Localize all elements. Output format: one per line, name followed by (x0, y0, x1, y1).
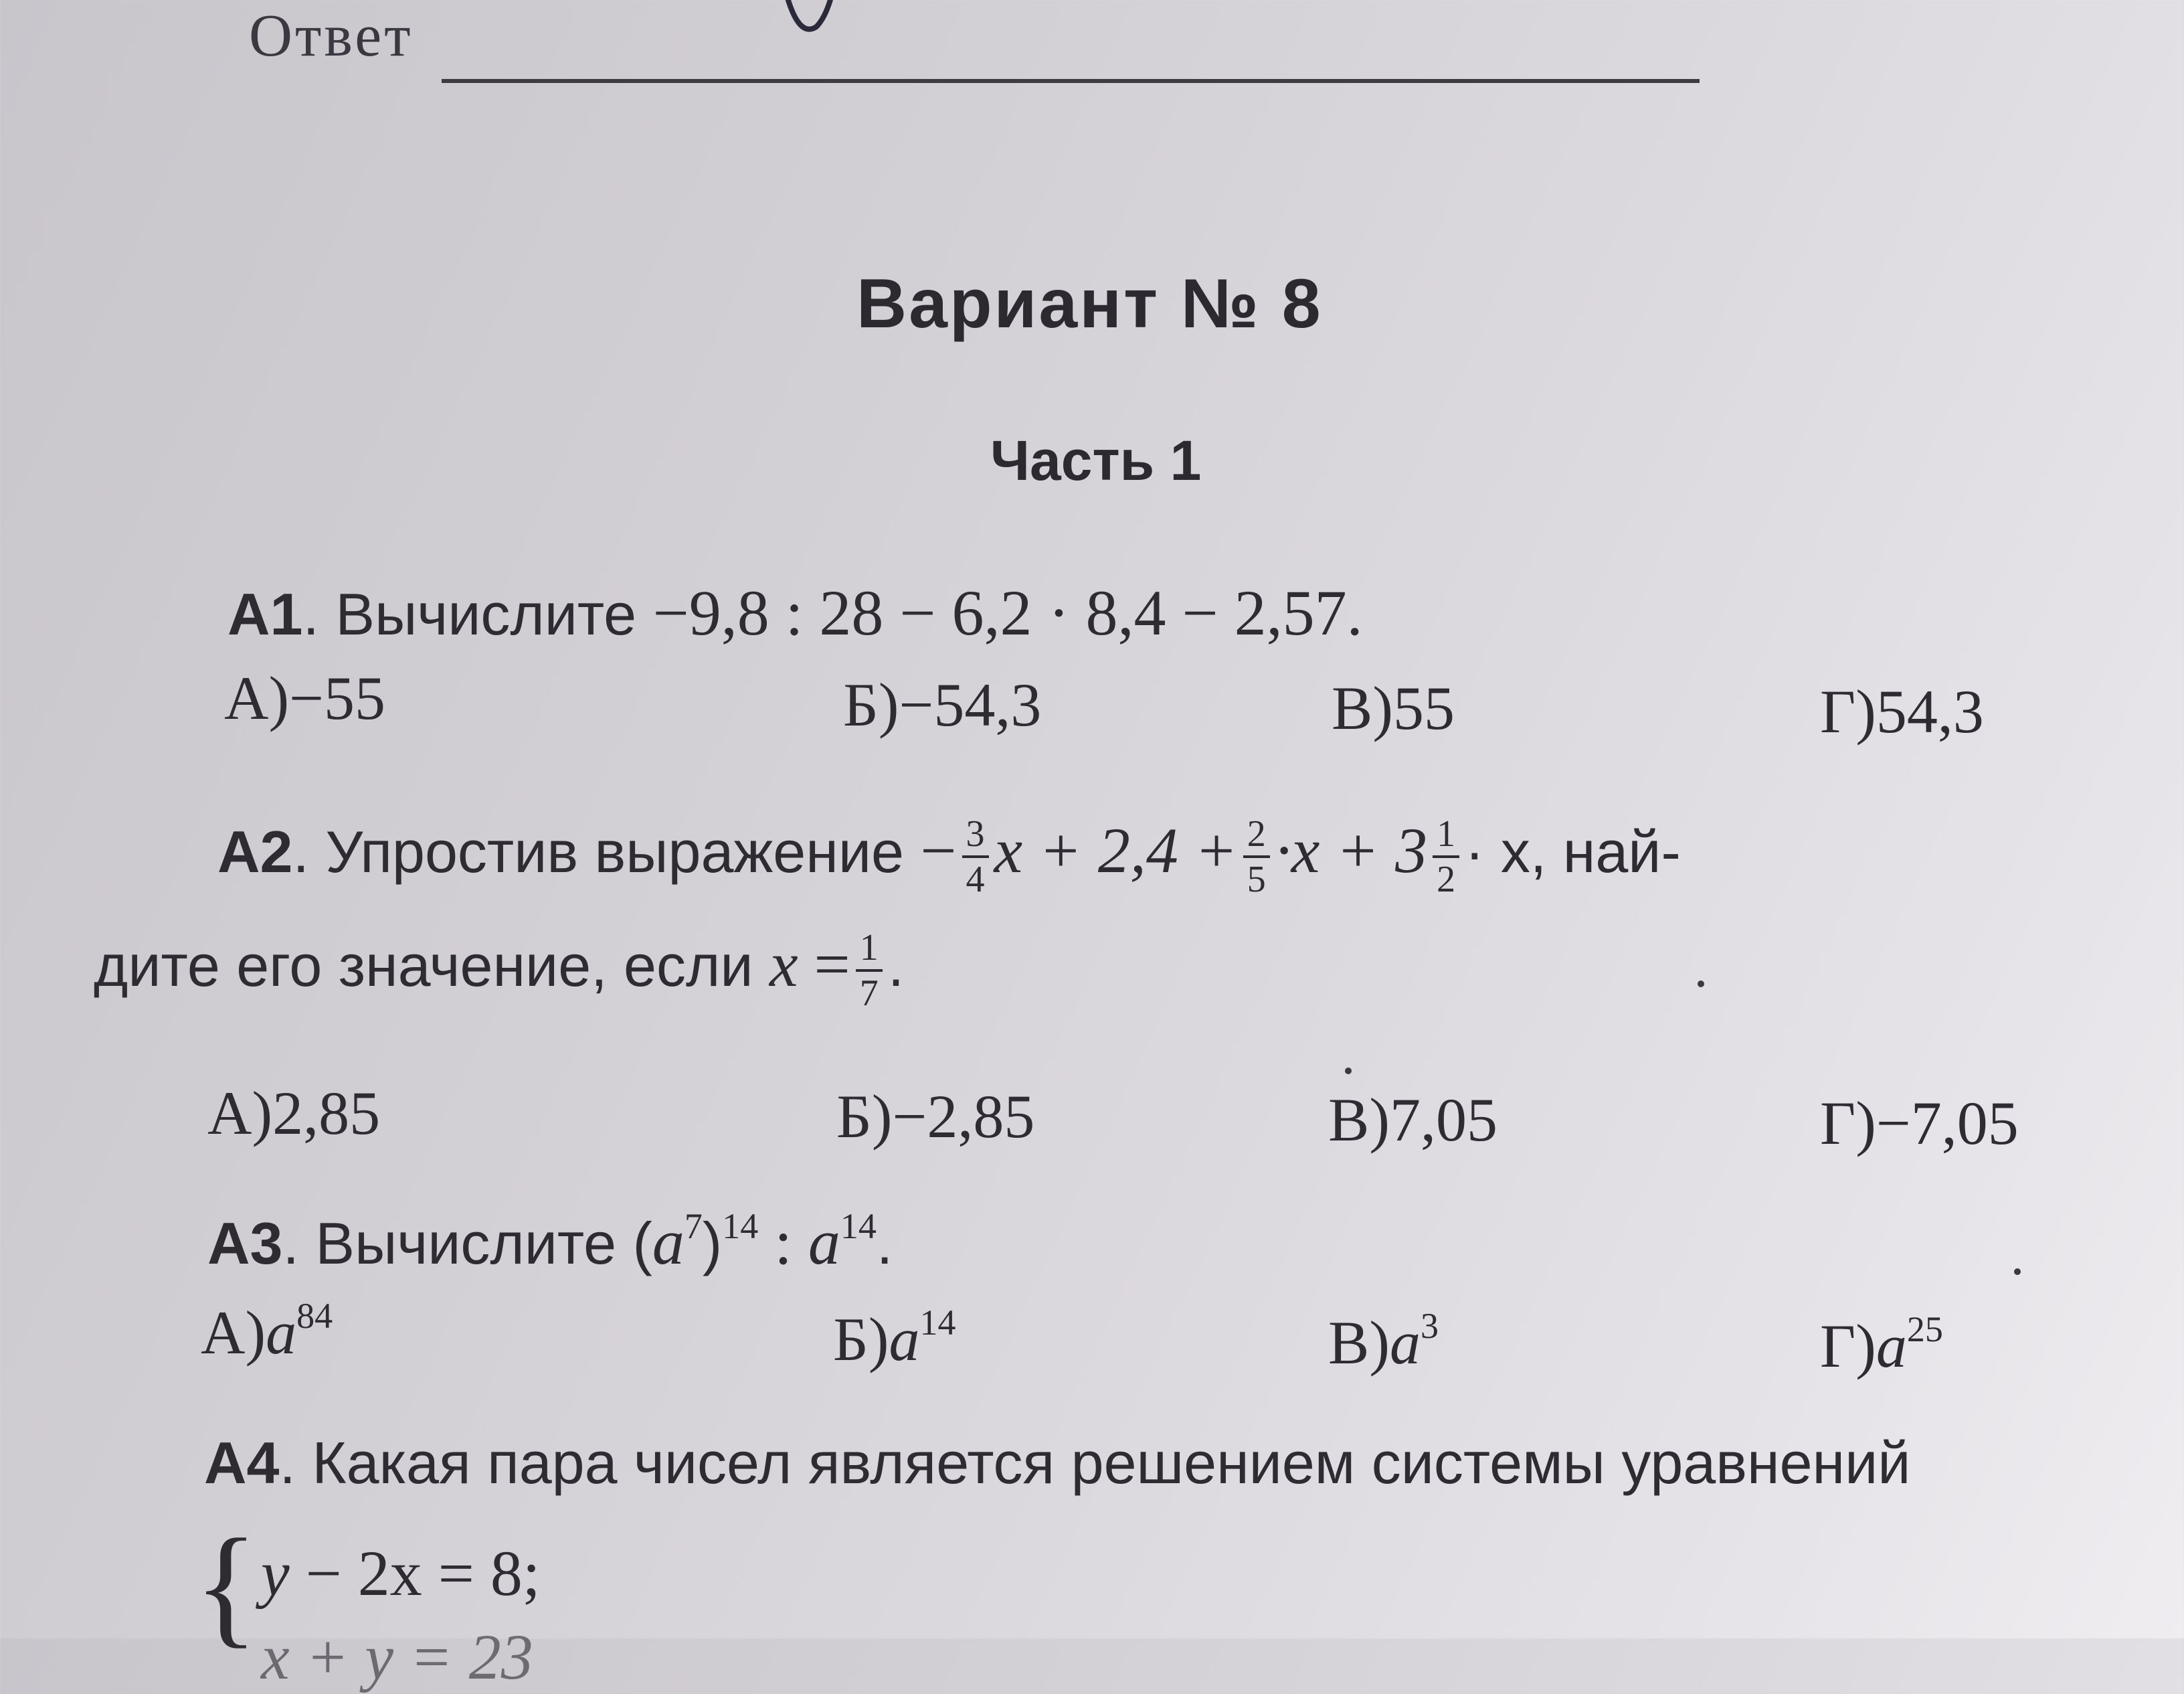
question-prompt: . Вычислите (302, 581, 653, 647)
option-letter: В) (1328, 1086, 1390, 1154)
option-value: 2,85 (272, 1079, 381, 1147)
answer-label: Ответ (249, 3, 414, 69)
option-a1-b[interactable] (843, 669, 1041, 740)
equation-rest: − 2x = 8; (289, 1537, 541, 1609)
option-base: a (1390, 1308, 1421, 1377)
option-letter: А) (207, 1079, 273, 1147)
part-title: Часть 1 (990, 429, 1202, 492)
option-letter: Б) (833, 1305, 889, 1373)
question-label: А3 (207, 1210, 283, 1276)
option-letter: Г) (1820, 1089, 1876, 1157)
option-exponent: 25 (1906, 1309, 1943, 1349)
option-value: −2,85 (892, 1082, 1035, 1151)
variable-y: y (261, 1537, 290, 1609)
option-letter: А) (224, 664, 290, 732)
stray-mark (1345, 1068, 1352, 1074)
option-a2-a[interactable] (207, 1078, 380, 1149)
system-equation-2 (261, 1620, 533, 1694)
question-prompt: . Вычислите ( (282, 1210, 652, 1276)
option-letter: В) (1332, 674, 1393, 742)
option-letter: Б) (843, 671, 899, 739)
period: . (876, 1210, 893, 1276)
question-a2 (217, 813, 1681, 898)
option-base: a (889, 1305, 920, 1373)
question-a4 (204, 1429, 1910, 1497)
paren: ) (702, 1210, 723, 1276)
option-letter: Г) (1820, 677, 1876, 746)
fraction-2-5: $\frac{2}{5}$ (1243, 815, 1270, 898)
fraction-1-2: $\frac{1}{2}$ (1433, 815, 1459, 898)
option-exponent: 14 (919, 1302, 956, 1343)
question-a2-line2 (94, 927, 904, 1012)
stray-mark (2014, 1268, 2021, 1275)
question-label: А2 (217, 819, 293, 885)
question-a1 (227, 576, 1363, 650)
question-expression: −9,8 : 28 − 6,2 · 8,4 − 2,57. (652, 577, 1363, 649)
option-a3-b[interactable] (833, 1302, 955, 1375)
option-a2-b[interactable] (836, 1081, 1034, 1152)
question-a3 (207, 1205, 893, 1279)
exponent: 7 (684, 1206, 703, 1246)
option-letter: В) (1328, 1308, 1390, 1377)
option-letter: Г) (1820, 1312, 1876, 1380)
option-value: −55 (289, 664, 385, 732)
question-prompt: . Какая пара чисел является решением системы уравнений (279, 1430, 1911, 1496)
minus-sign: − (920, 815, 957, 886)
expression-part: x + 2,4 + (994, 815, 1238, 886)
variable-x: x (769, 928, 798, 1000)
option-value: 55 (1393, 674, 1455, 742)
equals-sign: = (798, 928, 850, 1000)
question-prompt: . Упростив выражение (292, 819, 904, 885)
fraction-3-4: $\frac{3}{4}$ (962, 815, 989, 898)
option-letter: А) (201, 1298, 266, 1367)
question-label: А1 (227, 581, 303, 647)
expression-part: ·x + 3 (1275, 815, 1428, 886)
option-a1-c[interactable] (1332, 673, 1455, 744)
option-value: −7,05 (1876, 1089, 2019, 1157)
option-a2-d[interactable] (1820, 1088, 2019, 1159)
option-a1-d[interactable] (1820, 676, 1984, 747)
question-prompt-cont: дите его значение, если (94, 932, 769, 999)
option-a3-d[interactable] (1820, 1308, 1943, 1381)
equation-partial: x + y = 23 (261, 1621, 533, 1693)
base-a: a (652, 1206, 685, 1278)
base-a: a (808, 1206, 840, 1278)
question-label: А4 (204, 1430, 280, 1496)
option-value: 54,3 (1876, 677, 1984, 746)
expression-part: · x, най- (1465, 819, 1681, 885)
system-equation-1 (261, 1536, 541, 1610)
option-base: a (1876, 1312, 1907, 1380)
fraction-1-7: $\frac{1}{7}$ (856, 929, 883, 1012)
variant-title: Вариант № 8 (856, 265, 1323, 343)
system-brace: { (194, 1512, 258, 1660)
option-a3-c[interactable] (1328, 1305, 1439, 1378)
option-value: −54,3 (899, 671, 1042, 739)
exponent: 14 (722, 1206, 759, 1246)
answer-underline (442, 79, 1700, 83)
option-exponent: 84 (296, 1296, 333, 1336)
option-letter: Б) (836, 1082, 893, 1151)
option-a3-a[interactable] (201, 1295, 333, 1368)
stray-mark (1698, 981, 1704, 987)
option-a1-a[interactable] (224, 663, 385, 734)
exponent: 14 (840, 1206, 877, 1246)
pen-mark-icon (776, 0, 843, 47)
option-exponent: 3 (1421, 1306, 1439, 1346)
period: . (887, 932, 905, 999)
option-base: a (266, 1298, 297, 1367)
option-a2-c[interactable] (1328, 1084, 1497, 1155)
option-value: 7,05 (1390, 1086, 1497, 1154)
colon: : (758, 1206, 808, 1278)
